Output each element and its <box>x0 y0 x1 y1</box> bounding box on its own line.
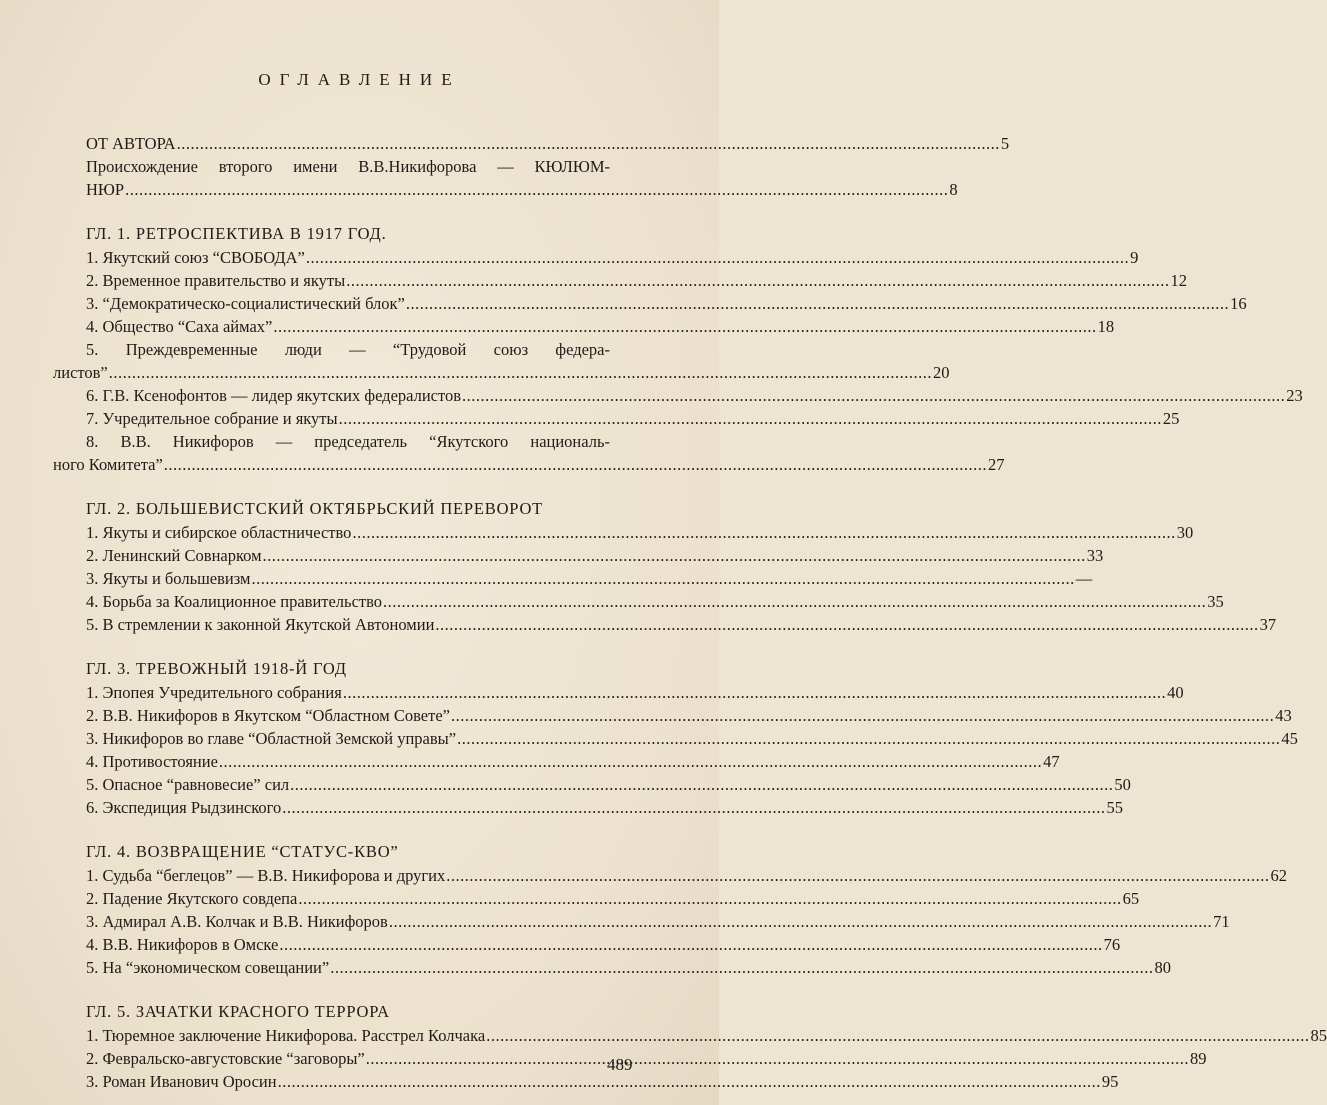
leader-dots <box>273 315 1096 338</box>
leader-dots <box>279 933 1102 956</box>
chapter-section <box>86 657 1298 819</box>
entry-page: 12 <box>1170 271 1187 290</box>
entry-title: 5. Опасное “равновесие” сил <box>86 775 290 794</box>
leader-dots <box>462 384 1285 407</box>
leader-dots <box>389 910 1212 933</box>
entry-page: 47 <box>1043 752 1060 771</box>
leader-dots <box>251 567 1074 590</box>
page-title: ОГЛАВЛЕНИЕ <box>258 70 461 89</box>
toc-entry <box>86 910 1230 933</box>
toc-entry <box>86 567 1093 590</box>
toc-entry <box>53 338 950 384</box>
toc-entry <box>86 727 1298 750</box>
leader-dots <box>435 613 1258 636</box>
toc-entry <box>86 1024 1327 1047</box>
entry-title: 6. Г.В. Ксенофонтов — лидер якутских федералистов <box>86 386 462 405</box>
leader-dots <box>282 796 1105 819</box>
entry-page: 43 <box>1275 706 1292 725</box>
entry-title-line2: ного Комитета” <box>53 455 163 474</box>
leader-dots <box>219 750 1042 773</box>
entry-title: 1. Судьба “беглецов” — В.В. Никифорова и других <box>86 866 446 885</box>
entry-page: 50 <box>1114 775 1131 794</box>
entry-page: 95 <box>1101 1072 1119 1091</box>
entry-page: 33 <box>1086 546 1104 565</box>
entry-title: 1. Якуты и сибирское областничество <box>86 523 352 542</box>
entry-title: 5. В стремлении к законной Якутской Автономии <box>86 615 435 634</box>
entry-page: 55 <box>1106 798 1124 817</box>
entry-title: 4. Противостояние <box>86 752 218 771</box>
entry-title: 2. В.В. Никифоров в Якутском “Областном Совете” <box>86 706 450 725</box>
toc-entry <box>86 773 1131 796</box>
leader-dots <box>486 1024 1309 1047</box>
entry-page: 76 <box>1103 935 1121 954</box>
toc-entry <box>86 521 1194 544</box>
entry-page: — <box>1075 569 1093 588</box>
leader-dots <box>343 681 1166 704</box>
entry-title: 7. Учредительное собрание и якуты <box>86 409 338 428</box>
entry-page: 89 <box>1190 1049 1207 1068</box>
entry-title: 1. Якутский союз “СВОБОДА” <box>86 248 305 267</box>
chapter-section <box>86 840 1287 979</box>
toc-entry <box>86 1070 1119 1093</box>
leader-dots <box>177 132 1000 155</box>
leader-dots <box>125 178 948 201</box>
chapter-heading: ГЛ. 3. ТРЕВОЖНЫЙ 1918-Й ГОД <box>86 659 347 678</box>
entry-page: 8 <box>949 180 958 199</box>
entry-title: 2. Февральско-августовские “заговоры” <box>86 1049 365 1068</box>
toc-entry <box>86 384 1303 407</box>
entry-page: 16 <box>1230 294 1247 313</box>
entry-title: 4. В.В. Никифоров в Омске <box>86 935 279 954</box>
leader-dots <box>346 269 1169 292</box>
entry-title: 5. На “экономическом совещании” <box>86 958 330 977</box>
leader-dots <box>109 361 932 384</box>
leader-dots <box>339 407 1162 430</box>
leader-dots <box>278 1070 1101 1093</box>
entry-page: 27 <box>988 455 1005 474</box>
entry-title: 6. Экспедиция Рыдзинского <box>86 798 282 817</box>
leader-dots <box>446 864 1269 887</box>
leader-dots <box>164 453 987 476</box>
toc-entry <box>86 292 1247 315</box>
toc-entry <box>53 430 1005 476</box>
toc-entry-name-origin <box>86 155 958 201</box>
entry-title-line1: Происхождение второго имени В.В.Никифорова — КЮЛЮМ- <box>86 157 610 176</box>
entry-title-line2-row <box>53 453 1005 476</box>
chapter-heading: ГЛ. 4. ВОЗВРАЩЕНИЕ “СТАТУС-КВО” <box>86 842 399 861</box>
toc-entry <box>86 407 1180 430</box>
leader-dots <box>406 292 1229 315</box>
chapter-heading: ГЛ. 2. БОЛЬШЕВИСТСКИЙ ОКТЯБРЬСКИЙ ПЕРЕВОРОТ <box>86 499 544 518</box>
toc-entry-from-author <box>86 132 1010 155</box>
entry-title-line1: 5. Преждевременные люди — “Трудовой союз федера- <box>86 340 610 359</box>
entry-page: 80 <box>1154 958 1171 977</box>
entry-title-line2: НЮР <box>86 180 125 199</box>
toc-entry <box>86 750 1060 773</box>
toc-entry <box>86 269 1187 292</box>
toc-entry <box>86 681 1184 704</box>
toc-entry <box>86 887 1140 910</box>
entry-page: 25 <box>1162 409 1180 428</box>
entry-title: 2. Ленинский Совнарком <box>86 546 262 565</box>
entry-page: 23 <box>1286 386 1303 405</box>
toc-entry <box>86 864 1287 887</box>
entry-page: 5 <box>1000 134 1010 153</box>
entry-title: 3. Роман Иванович Оросин <box>86 1072 277 1091</box>
toc-entry <box>86 544 1104 567</box>
entry-title: 3. Якуты и большевизм <box>86 569 251 588</box>
toc-entry <box>86 796 1124 819</box>
leader-dots <box>263 544 1086 567</box>
entry-title: 2. Временное правительство и якуты <box>86 271 346 290</box>
chapter-heading: ГЛ. 5. ЗАЧАТКИ КРАСНОГО ТЕРРОРА <box>86 1002 390 1021</box>
toc-entry <box>86 704 1292 727</box>
chapter-heading: ГЛ. 1. РЕТРОСПЕКТИВА В 1917 ГОД. <box>86 224 387 243</box>
entry-page: 62 <box>1270 866 1287 885</box>
entry-title-line2-row <box>53 361 950 384</box>
toc-entry <box>86 315 1115 338</box>
page-number: 489 <box>607 1055 633 1074</box>
entry-page: 30 <box>1176 523 1194 542</box>
leader-dots <box>366 1047 1189 1070</box>
entry-page: 85 <box>1310 1026 1327 1045</box>
toc-entry <box>86 956 1171 979</box>
leader-dots <box>451 704 1274 727</box>
entry-title: 2. Падение Якутского совдепа <box>86 889 298 908</box>
entry-title: ОТ АВТОРА <box>86 134 176 153</box>
entry-title: 1. Тюремное заключение Никифорова. Расстрел Колчака <box>86 1026 486 1045</box>
chapter-section <box>53 222 1303 476</box>
entry-title: 3. “Демократическо-социалистический блок” <box>86 294 405 313</box>
entry-title: 4. Общество “Саха аймах” <box>86 317 273 336</box>
entry-page: 45 <box>1281 729 1298 748</box>
entry-page: 9 <box>1130 248 1139 267</box>
entry-title: 4. Борьба за Коалиционное правительство <box>86 592 383 611</box>
entry-page: 35 <box>1207 592 1224 611</box>
entry-title: 3. Адмирал А.В. Колчак и В.В. Никифоров <box>86 912 388 931</box>
entry-title-line2: листов” <box>53 363 108 382</box>
toc-entry <box>86 613 1277 636</box>
leader-dots <box>306 246 1129 269</box>
leader-dots <box>383 590 1206 613</box>
entry-page: 71 <box>1213 912 1230 931</box>
entry-page: 65 <box>1122 889 1140 908</box>
entry-title: 3. Никифоров во главе “Областной Земской управы” <box>86 729 457 748</box>
entry-title: 1. Эпопея Учредительного собрания <box>86 683 342 702</box>
leader-dots <box>352 521 1175 544</box>
leader-dots <box>290 773 1113 796</box>
toc-entry <box>86 246 1139 269</box>
leader-dots <box>298 887 1121 910</box>
toc-entry <box>86 590 1224 613</box>
chapter-section <box>86 497 1277 636</box>
entry-page: 40 <box>1167 683 1184 702</box>
entry-page: 37 <box>1259 615 1277 634</box>
entry-page: 18 <box>1097 317 1115 336</box>
entry-title-line1: 8. В.В. Никифоров — председатель “Якутского националь- <box>86 432 610 451</box>
toc-entry <box>86 933 1121 956</box>
leader-dots <box>457 727 1280 750</box>
entry-page: 20 <box>933 363 950 382</box>
leader-dots <box>330 956 1153 979</box>
